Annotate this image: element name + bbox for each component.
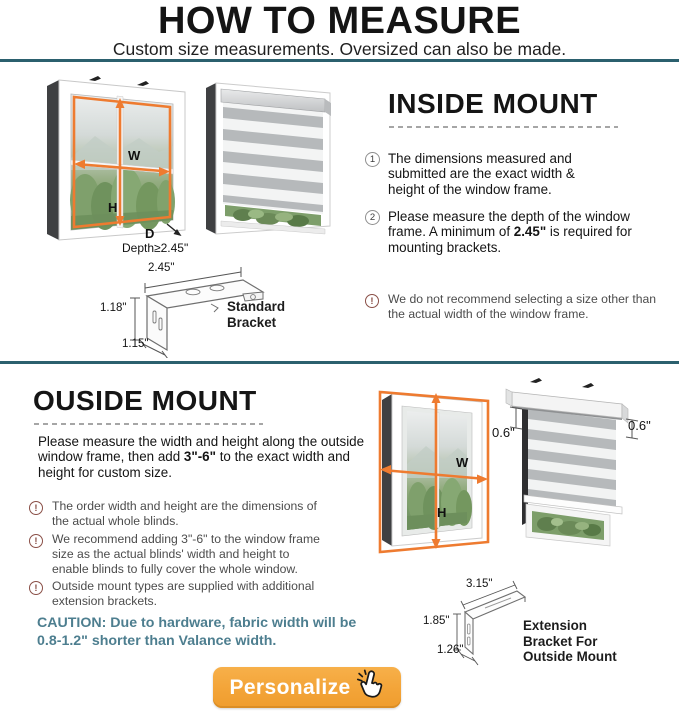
warning-icon bbox=[29, 534, 43, 548]
overhang-right-dim: 0.6" bbox=[628, 418, 651, 433]
page-subtitle: Custom size measurements. Oversized can also be made. bbox=[112, 39, 567, 59]
inside-mount-window-diagram bbox=[33, 74, 203, 246]
click-hand-icon bbox=[353, 668, 385, 700]
inside-mount-heading: INSIDE MOUNT bbox=[388, 88, 598, 119]
personalize-button[interactable] bbox=[213, 667, 401, 708]
inside-depth-note: Depth≥2.45" bbox=[122, 241, 189, 255]
inside-step-2-pre: Please measure the depth of the window frame. A minimum of bbox=[388, 209, 630, 240]
outside-mount-note-1: The order width and height are the dimensions of the actual whole blinds. bbox=[52, 499, 317, 528]
mounting-clamp-icon bbox=[137, 81, 149, 86]
inside-width-label: W bbox=[128, 148, 141, 163]
warning-icon bbox=[365, 294, 379, 308]
standard-bracket-label: Standard Bracket bbox=[227, 299, 286, 330]
outside-intro-post: to the exact width and height for custom size. bbox=[38, 449, 350, 480]
inside-mount-dashed-divider bbox=[389, 126, 618, 128]
overhang-left-dim: 0.6" bbox=[492, 425, 515, 440]
outside-mount-note-3: Outside mount types are supplied with additional extension brackets. bbox=[52, 579, 315, 608]
step-1-badge: 1 bbox=[365, 152, 380, 167]
outside-mount-note-2: We recommend adding 3"-6" to the window frame size as the actual blinds' width and height to enable blinds to fully cover the whole window. bbox=[52, 532, 320, 576]
outside-mount-window-diagram bbox=[374, 384, 496, 558]
mounting-clamp-icon bbox=[89, 76, 101, 81]
outside-intro-pre: Please measure the width and height along the outside window frame, then add bbox=[38, 434, 365, 465]
caution-line-2: 0.8-1.2" shorter than Valance width. bbox=[37, 633, 277, 650]
page-title: HOW TO MEASURE bbox=[157, 0, 522, 42]
warning-icon bbox=[29, 581, 43, 595]
inside-mount-note: We do not recommend selecting a size other than the actual width of the window frame. bbox=[388, 292, 657, 321]
caution-text bbox=[37, 614, 367, 651]
extension-bracket-side-dim: 1.85" bbox=[423, 615, 450, 627]
outside-width-label: W bbox=[456, 455, 469, 470]
header-divider bbox=[0, 59, 679, 62]
inside-step-2 bbox=[388, 209, 660, 255]
mounting-clamp-icon bbox=[530, 378, 542, 383]
section-divider bbox=[0, 361, 679, 364]
standard-bracket-side-dim: 1.18" bbox=[100, 302, 127, 314]
inside-height-label: H bbox=[108, 200, 118, 215]
standard-bracket-base-dim: 1.15" bbox=[122, 338, 149, 350]
inside-step-1: The dimensions measured and submitted are the exact width & height of the window frame. bbox=[388, 151, 575, 197]
extension-bracket-top-dim: 3.15" bbox=[466, 578, 493, 590]
ouside-mount-heading: OUSIDE MOUNT bbox=[33, 385, 257, 416]
outside-mount-intro bbox=[38, 434, 368, 480]
step-2-badge: 2 bbox=[365, 210, 380, 225]
extension-bracket-base-dim: 1.26" bbox=[437, 644, 464, 656]
extension-bracket-label: Extension Bracket For Outside Mount bbox=[523, 618, 617, 665]
inside-depth-label: D bbox=[145, 226, 155, 241]
outside-height-label: H bbox=[437, 505, 447, 520]
caution-line-1: CAUTION: Due to hardware, fabric width will be bbox=[37, 615, 357, 631]
personalize-button-label: Personalize bbox=[229, 675, 351, 699]
standard-bracket-top-dim: 2.45" bbox=[148, 262, 175, 274]
warning-icon bbox=[29, 501, 43, 515]
outside-intro-bold: 3"-6" bbox=[183, 449, 216, 465]
inside-step-2-post: is required for mounting brackets. bbox=[388, 224, 632, 255]
inside-step-2-bold: 2.45" bbox=[513, 224, 547, 240]
outside-mount-blind-diagram bbox=[502, 376, 642, 556]
ouside-mount-dashed-divider bbox=[34, 423, 263, 425]
mounting-clamp-icon bbox=[582, 383, 594, 388]
inside-mount-blind-diagram bbox=[198, 74, 340, 246]
